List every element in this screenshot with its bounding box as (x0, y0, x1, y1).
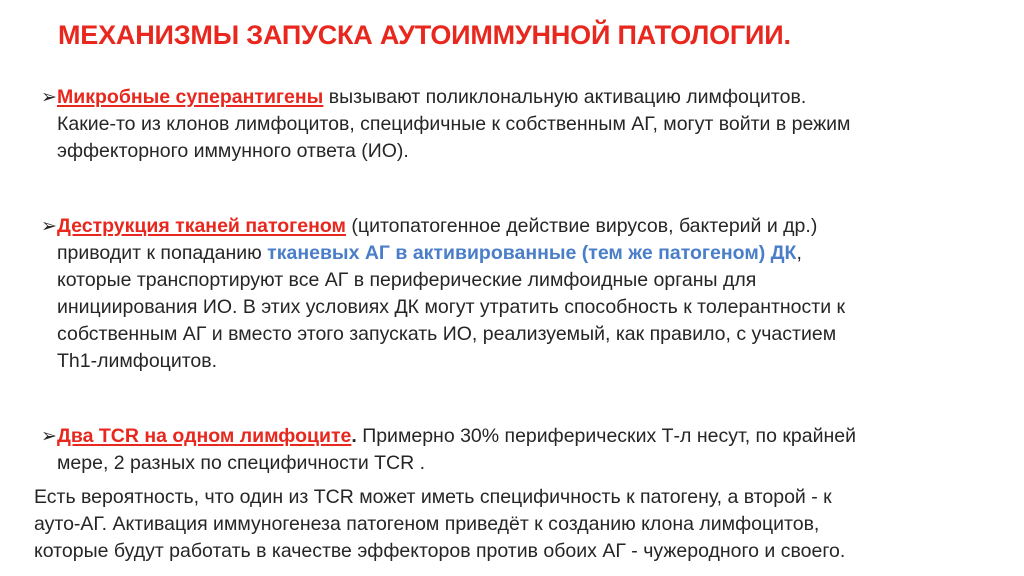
bullet-two-tcr (41, 423, 1001, 477)
bullet-line (57, 423, 1001, 450)
bullet-tissue-destruction (41, 213, 1001, 375)
keyword-superantigens: Микробные суперантигены (57, 86, 324, 108)
arrow-bullet-icon: ➢ (41, 426, 57, 447)
text-line: Th1-лимфоцитов. (57, 350, 218, 372)
arrow-bullet-icon: ➢ (41, 87, 57, 108)
bullet-row (41, 84, 1001, 165)
text-line: Какие-то из клонов лимфоцитов, специфичные к собственным АГ, могут войти в режим (57, 113, 851, 135)
text-line (57, 240, 1001, 267)
text-line: инициирования ИО. В этих условиях ДК могут утратить способность к толерантности к (57, 296, 846, 318)
keyword-two-tcr: Два TCR на одном лимфоците (57, 425, 352, 447)
text-line: ауто-АГ. Активация иммуногенеза патогеном приведёт к созданию клона лимфоцитов, (34, 513, 820, 535)
text-line: мере, 2 разных по специфичности TCR . (57, 452, 426, 474)
paragraph-probability (34, 484, 1009, 565)
text-fragment: (цитопатогенное действие вирусов, бактерий и др.) (345, 215, 818, 237)
bullet-superantigens (41, 84, 1001, 165)
text-fragment: приводит к попаданию (57, 242, 268, 264)
slide-title: МЕХАНИЗМЫ ЗАПУСКА АУТОИММУННОЙ ПАТОЛОГИИ. (58, 20, 791, 50)
text-line: которые будут работать в качестве эффекторов против обоих АГ - чужеродного и своего. (34, 540, 846, 562)
text-fragment: вызывают поликлональную активацию лимфоцитов. (323, 86, 807, 108)
text-line: эффекторного иммунного ответа (ИО). (57, 140, 409, 162)
keyword-tissue-destruction: Деструкция тканей патогеном (57, 215, 346, 237)
text-fragment: , (796, 242, 802, 264)
highlight-tissue-antigens: тканевых АГ в активированные (тем же патогеном) ДК (267, 242, 797, 264)
bullet-row (41, 423, 1001, 477)
bullet-row (41, 213, 1001, 375)
arrow-bullet-icon: ➢ (41, 216, 57, 237)
text-line: собственным АГ и вместо этого запускать ИО, реализуемый, как правило, с участием (57, 323, 837, 345)
bullet-line (57, 213, 1001, 240)
keyword-tail: . (351, 425, 357, 447)
text-fragment: Примерно 30% периферических Т-л несут, по крайней (356, 425, 857, 447)
text-line: Есть вероятность, что один из TCR может иметь специфичность к патогену, а второй - к (34, 486, 832, 508)
text-line: которые транспортируют все АГ в периферические лимфоидные органы для (57, 269, 757, 291)
bullet-line (57, 84, 1001, 111)
